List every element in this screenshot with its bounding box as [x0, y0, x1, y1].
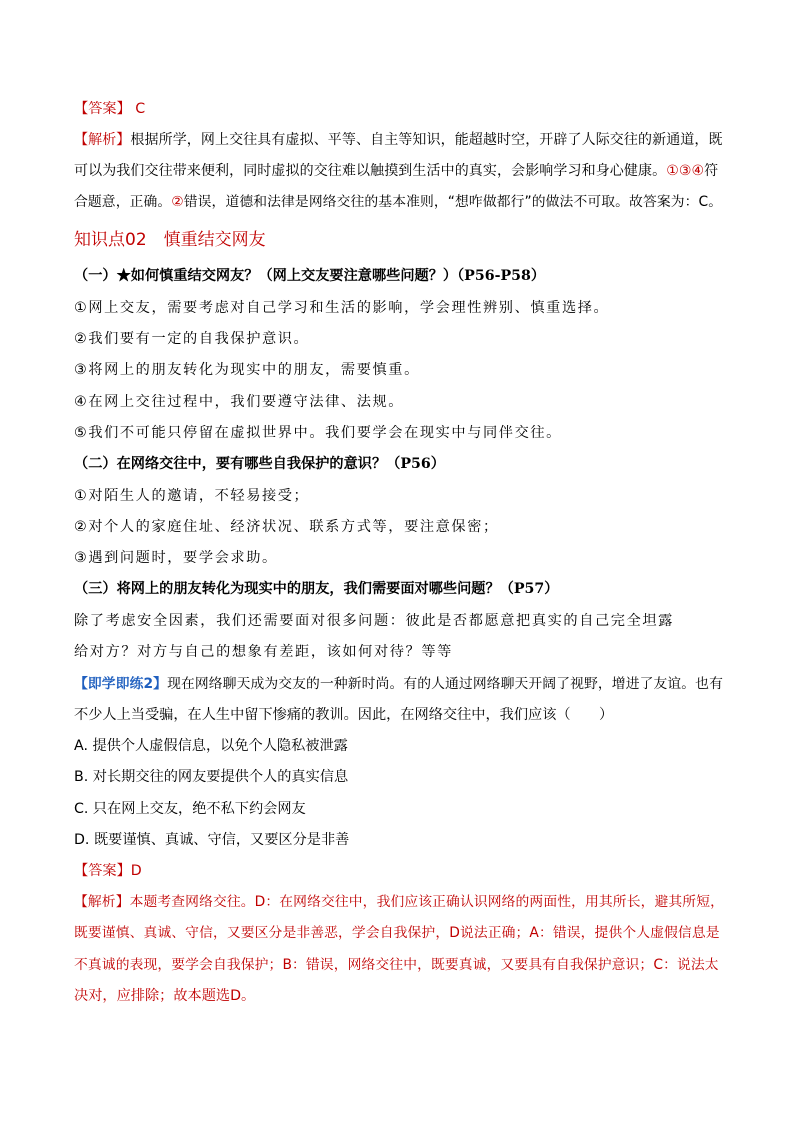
q1-answer-value: C	[135, 101, 146, 117]
q2-analysis-label: 【解析】	[74, 894, 130, 910]
q2-option-c: C. 只在网上交友，绝不私下约会网友	[74, 801, 306, 817]
q1-answer-line	[74, 99, 724, 119]
sub1-item: ②我们要有一定的自我保护意识。	[74, 331, 310, 347]
q1-analysis-line-3: 合题意，正确。②错误，道德和法律是网络交往的基本准则，“想咋做都行”的做法不可取。故答案为：C。	[74, 194, 723, 210]
q2-analysis-line-2: 既要谨慎、真诚、守信，又要区分是非善恶，学会自我保护，D说法正确；A：错误，提供个人虚假信息是	[74, 925, 720, 941]
q2-answer-line	[74, 861, 724, 881]
q1-analysis-line-2: 可以为我们交往带来便利，同时虚拟的交往难以触摸到生活中的真实，会影响学习和身心健康。①③④符	[74, 163, 719, 179]
q2-analysis-line-1: 【解析】本题考查网络交往。D：在网络交往中，我们应该正确认识网络的两面性，用其所长，避其所短，	[74, 894, 724, 910]
q2-answer-label: 【答案】	[74, 863, 131, 879]
section-heading: 知识点02 慎重结交网友	[74, 230, 266, 250]
sub1-item: ①网上交友，需要考虑对自己学习和生活的影响，学会理性辨别、慎重选择。	[74, 300, 610, 316]
q1-wrong-mark: ②	[171, 194, 184, 210]
sub1-item: ④在网上交往过程中，我们要遵守法律、法规。	[74, 394, 405, 410]
sub3-line: 除了考虑安全因素，我们还需要面对很多问题：彼此是否都愿意把真实的自己完全坦露	[74, 613, 674, 629]
sub2-title: （二）在网络交往中，要有哪些自我保护的意识？（P56）	[74, 456, 445, 472]
sub1-item: ③将网上的朋友转化为现实中的朋友，需要慎重。	[74, 362, 420, 378]
q2-option-b: B. 对长期交往的网友要提供个人的真实信息	[74, 769, 349, 785]
q1-analysis-label: 【解析】	[74, 132, 131, 148]
q2-analysis-line-4: 决对，应排除；故本题选D。	[74, 988, 256, 1004]
q2-stem-line-1: 【即学即练2】现在网络聊天成为交友的一种新时尚。有的人通过网络聊天开阔了视野，增进了友谊。也有	[74, 676, 723, 692]
q2-option-d: D. 既要谨慎、真诚、守信，又要区分是非善	[74, 832, 350, 848]
sub1-item: ⑤我们不可能只停留在虚拟世界中。我们要学会在现实中与同伴交往。	[74, 425, 562, 441]
q2-stem-line-2: 不少人上当受骗，在人生中留下惨痛的教训。因此，在网络交往中，我们应该（ ）	[74, 707, 614, 723]
q2-answer-value: D	[130, 863, 142, 879]
sub2-item: ①对陌生人的邀请，不轻易接受；	[74, 488, 310, 504]
sub1-title: （一）★如何慎重结交网友？（网上交友要注意哪些问题？）（P56-P58）	[74, 268, 546, 284]
sub3-line: 给对方？对方与自己的想象有差距，该如何对待？等等	[74, 644, 453, 660]
q2-label: 【即学即练2】	[74, 676, 168, 692]
q1-answer-label: 【答案】	[74, 101, 131, 117]
q2-analysis-line-3: 不真诚的表现，要学会自我保护；B：错误，网络交往中，既要真诚，又要具有自我保护意识；C：说法太	[74, 957, 719, 973]
sub3-title: （三）将网上的朋友转化为现实中的朋友，我们需要面对哪些问题？（P57）	[74, 581, 559, 597]
sub2-item: ③遇到问题时，要学会求助。	[74, 550, 278, 566]
q1-correct-marks: ①③④	[666, 163, 705, 179]
q2-option-a: A. 提供个人虚假信息，以免个人隐私被泄露	[74, 738, 348, 754]
q1-analysis-line-1: 【解析】根据所学，网上交往具有虚拟、平等、自主等知识，能超越时空，开辟了人际交往的新通道，既	[74, 132, 723, 148]
sub2-item: ②对个人的家庭住址、经济状况、联系方式等，要注意保密；	[74, 519, 499, 535]
